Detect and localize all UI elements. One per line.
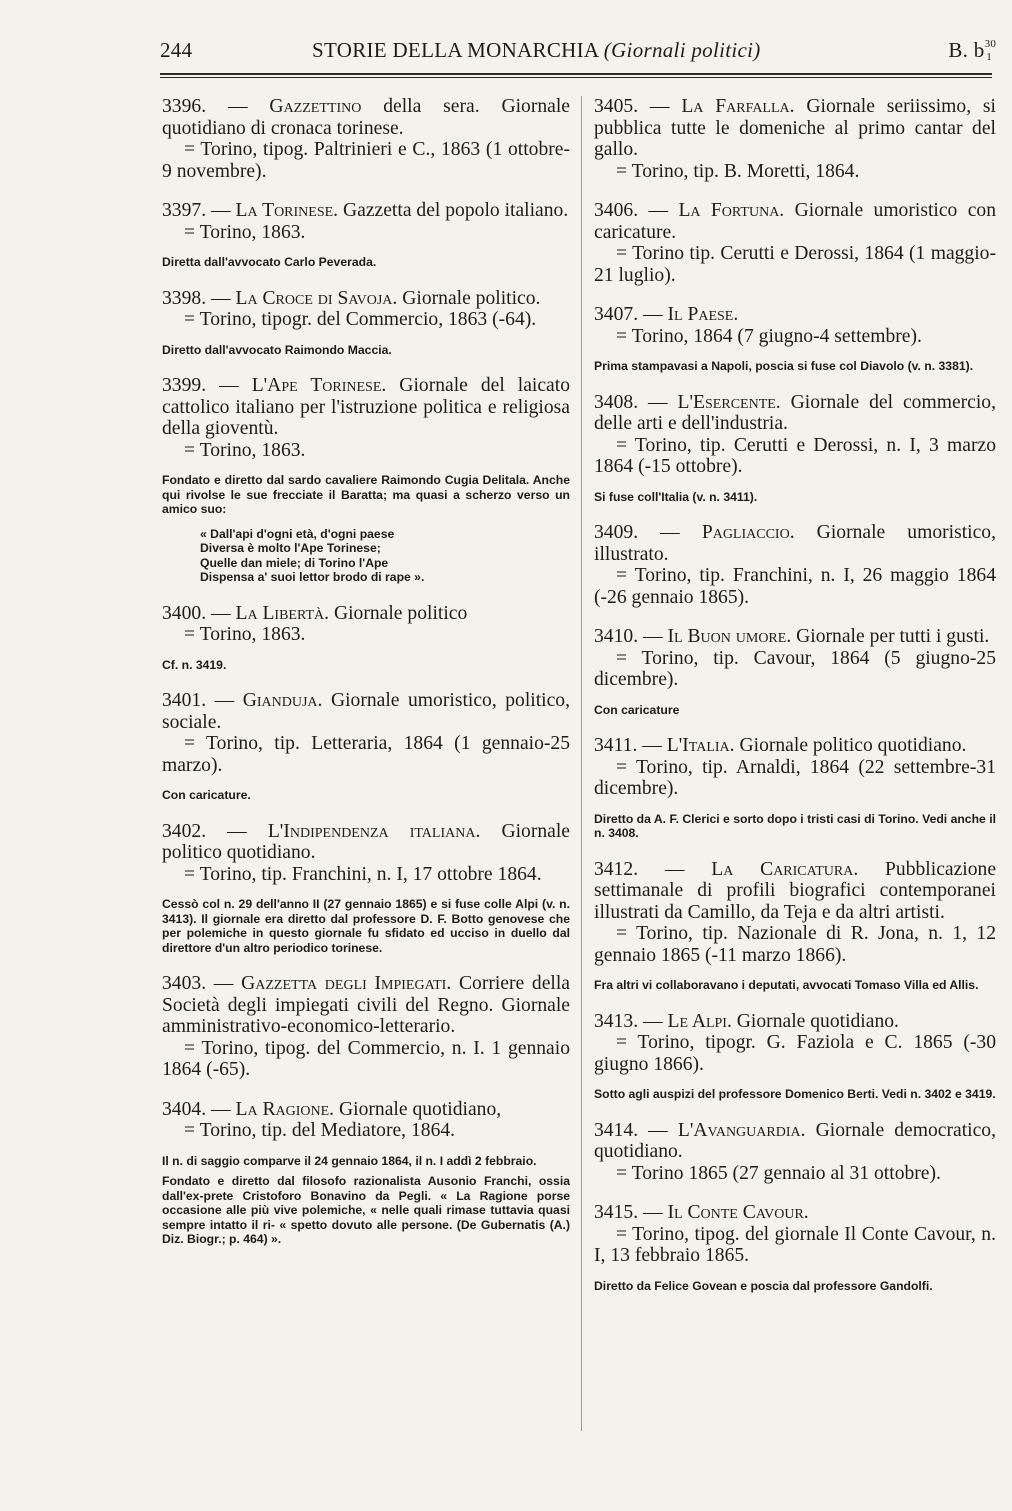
entry-publisher: = Torino, tip. Cerutti e Derossi, n. I, 3 marzo 1864 (-15 ottobre).: [594, 434, 996, 477]
entry-3402: [162, 821, 570, 956]
signature-sub: 1: [986, 51, 992, 63]
entry-note: Cf. n. 3419.: [162, 657, 227, 672]
entry-publisher: = Torino, tip. Arnaldi, 1864 (22 settembre-31 dicembre).: [594, 756, 996, 799]
entry-publisher: = Torino, tip. Cavour, 1864 (5 giugno-25 dicembre).: [594, 647, 996, 690]
column-divider: [581, 96, 582, 1431]
entry-note: Con caricature: [594, 702, 680, 717]
entry-publisher: = Torino, tipogr. G. Faziola e C. 1865 (-30 giugno 1866).: [594, 1032, 996, 1075]
entry-publisher: = Torino, 1863.: [184, 439, 306, 461]
entry-3396: [162, 96, 570, 182]
entry-heading: 3413. — Le Alpi. Giornale quotidiano.: [594, 1010, 899, 1032]
entry-heading: 3396. — Gazzettino della sera. Giornale quotidiano di cronaca torinese.: [162, 96, 571, 139]
entry-publisher: = Torino, tip. del Mediatore, 1864.: [184, 1120, 456, 1141]
verse-line: « Dall'api d'ogni età, d'ogni paese: [200, 526, 395, 541]
entry-3411: [594, 735, 996, 841]
signature-text: B. b: [948, 38, 985, 62]
entry-3403: [162, 973, 570, 1081]
entry-heading: 3412. — La Caricatura. Pubblicazione settimanale di profili biografici contemporanei illustrati da Camillo, da Teja e da altri artisti.: [594, 858, 997, 923]
entry-publisher: = Torino, tip. Nazionale di R. Jona, n. 1, 12 gennaio 1865 (-11 marzo 1866).: [594, 923, 996, 966]
entry-note: Fondato e diretto dal sardo cavaliere Raimondo Cugia Delitala. Anche qui rivolse le sue frecciate il Baratta; ma quasi a scherzo verso un amico suo:: [162, 473, 570, 516]
entry-note: Sotto agli auspizi del professore Domenico Berti. Vedi n. 3402 e 3419.: [594, 1087, 996, 1101]
entry-heading: 3405. — La Farfalla. Giornale seriissimo, si pubblica tutte le domeniche al primo cantar del gallo.: [594, 96, 996, 160]
entry-note: Cessò col n. 29 dell'anno II (27 gennaio 1865) e si fuse colle Alpi (v. n. 3413). Il giornale era diretto dal professore D. F. Botto genovese che per polemiche in questo giornale fu sfidato ed ucciso in duello dal direttore d'un altro periodico torinese.: [162, 897, 570, 955]
verse-quote: [200, 527, 570, 585]
entry-3409: [594, 522, 996, 608]
verse-line: Quelle dan miele; di Torino l'Ape: [200, 555, 389, 570]
entry-3408: [594, 392, 996, 505]
entry-publisher: = Torino 1865 (27 gennaio al 31 ottobre).: [616, 1162, 941, 1184]
running-header: [160, 38, 997, 68]
entry-3397: [162, 200, 570, 270]
entry-publisher: = Torino, tipog. Paltrinieri e C., 1863 (1 ottobre-9 novembre).: [162, 139, 570, 182]
entry-3404: [162, 1099, 570, 1247]
entry-note: Diretto dall'avvocato Raimondo Maccia.: [162, 342, 392, 357]
entry-publisher: = Torino, tipog. del Commercio, n. I. 1 gennaio 1864 (-65).: [162, 1037, 570, 1080]
entry-publisher: = Torino, tip. Letteraria, 1864 (1 gennaio-25 marzo).: [162, 733, 570, 776]
entry-3399: [162, 375, 570, 585]
entry-publisher: = Torino, tip. Franchini, n. I, 26 maggio 1864 (-26 gennaio 1865).: [594, 565, 996, 608]
entry-3400: [162, 603, 570, 673]
header-rule-thick: [160, 73, 992, 75]
entry-publisher: = Torino, tipogr. del Commercio, 1863 (-64).: [184, 309, 537, 330]
signature-mark: [948, 38, 997, 63]
entry-3412: [594, 859, 996, 993]
entry-heading: 3404. — La Ragione. Giornale quotidiano,: [162, 1098, 502, 1120]
entry-heading: 3407. — Il Paese.: [594, 304, 739, 325]
entry-3414: [594, 1120, 996, 1185]
running-title: [312, 38, 761, 63]
entry-note: Fra altri vi collaboravano i deputati, avvocati Tomaso Villa ed Allis.: [594, 978, 979, 992]
entry-note: Prima stampavasi a Napoli, poscia si fuse col Diavolo (v. n. 3381).: [594, 359, 974, 373]
entry-note: Si fuse coll'Italia (v. n. 3411).: [594, 489, 758, 504]
entry-publisher: = Torino, tip. Franchini, n. I, 17 ottobre 1864.: [184, 863, 542, 885]
entry-heading: 3408. — L'Esercente. Giornale del commercio, delle arti e dell'industria.: [594, 391, 997, 434]
entry-publisher: = Torino tip. Cerutti e Derossi, 1864 (1 maggio-21 luglio).: [594, 243, 996, 286]
entry-note: Diretto da Felice Govean e poscia dal professore Gandolfi.: [594, 1278, 933, 1293]
verse-line: Diversa è molto l'Ape Torinese;: [200, 541, 381, 555]
header-subtitle: (Giornali politici): [603, 38, 761, 62]
entry-heading: 3414. — L'Avanguardia. Giornale democratico, quotidiano.: [594, 1119, 996, 1162]
header-title: STORIE DELLA MONARCHIA: [312, 38, 599, 62]
entry-publisher: = Torino, tipog. del giornale Il Conte Cavour, n. I, 13 febbraio 1865.: [594, 1223, 996, 1266]
verse-line: Dispensa a' suoi lettor brodo di rape ».: [200, 570, 425, 584]
entry-heading: 3410. — Il Buon umore. Giornale per tutti i gusti.: [594, 626, 990, 647]
entry-note-2: Fondato e diretto dal filosofo razionalista Ausonio Franchi, ossia dall'ex-prete Cristoforo Bonavino da Pegli. « La Ragione porse occasione alle più vive polemiche, « nelle quali rimase tuttavia quasi sempre intatto il ri- « spetto dovuto alle persone. (De Gubernatis (A.) Diz. Biogr.; p. 464) ».: [162, 1174, 570, 1246]
entry-heading: 3411. — L'Italia. Giornale politico quotidiano.: [594, 735, 967, 756]
right-column: [594, 96, 996, 1311]
left-column: [162, 96, 570, 1265]
entry-heading: 3397. — La Torinese. Gazzetta del popolo italiano.: [162, 200, 569, 221]
entry-3413: [594, 1011, 996, 1102]
entry-note: Con caricature.: [162, 788, 251, 802]
header-rule-thin: [160, 77, 992, 78]
entry-heading: 3400. — La Libertà. Giornale politico: [162, 602, 468, 624]
entry-3405: [594, 96, 996, 182]
entry-heading: 3409. — Pagliaccio. Giornale umoristico, illustrato.: [594, 522, 996, 565]
entry-publisher: = Torino, 1863.: [184, 624, 306, 645]
entry-note: Il n. di saggio comparve il 24 gennaio 1864, il n. I addì 2 febbraio.: [162, 1153, 537, 1168]
entry-publisher: = Torino, 1864 (7 giugno-4 settembre).: [616, 325, 922, 347]
page-number: 244: [160, 38, 193, 62]
entry-publisher: = Torino, tip. B. Moretti, 1864.: [616, 160, 860, 182]
entry-3398: [162, 288, 570, 358]
entry-heading: 3406. — La Fortuna. Giornale umoristico con caricature.: [594, 200, 997, 243]
entry-heading: 3415. — Il Conte Cavour.: [594, 1202, 809, 1223]
entry-3401: [162, 690, 570, 803]
entry-heading: 3398. — La Croce di Savoja. Giornale politico.: [162, 287, 541, 309]
entry-3406: [594, 200, 996, 286]
entry-heading: 3402. — L'Indipendenza italiana. Giornale politico quotidiano.: [162, 820, 570, 863]
entry-3410: [594, 626, 996, 717]
entry-3407: [594, 304, 996, 374]
entry-note: Diretto da A. F. Clerici e sorto dopo i tristi casi di Torino. Vedi anche il n. 3408.: [594, 811, 996, 840]
signature-sup: 30: [984, 38, 997, 50]
entry-heading: 3403. — Gazzetta degli Impiegati. Corriere della Società degli impiegati civili del Regno. Giornale amministrativo-economico-letterario.: [162, 973, 571, 1037]
entry-heading: 3399. — L'Ape Torinese. Giornale del laicato cattolico italiano per l'istruzione politica e religiosa della gioventù.: [162, 375, 570, 439]
entry-3415: [594, 1202, 996, 1293]
entry-note: Diretta dall'avvocato Carlo Peverada.: [162, 255, 377, 269]
entry-publisher: = Torino, 1863.: [184, 221, 306, 243]
entry-heading: 3401. — Gianduja. Giornale umoristico, politico, sociale.: [162, 690, 570, 733]
